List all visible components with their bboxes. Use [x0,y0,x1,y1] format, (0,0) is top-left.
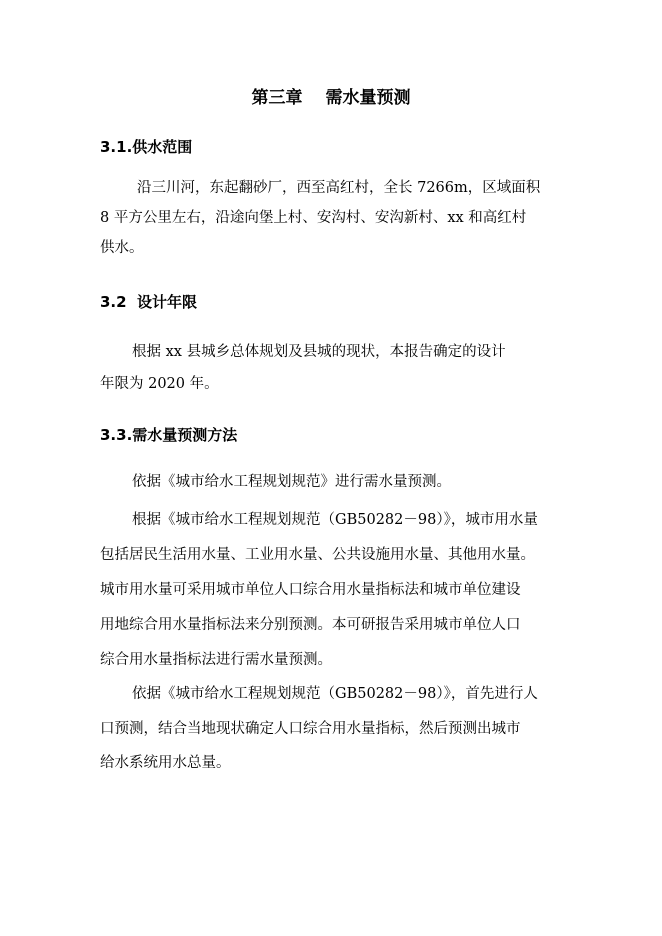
paragraph-line: 给水系统用水总量。 [100,755,231,771]
section-heading-3-2: 3.2 设计年限 [100,293,198,311]
paragraph-line: 依据《城市给水工程规划规范（GB50282－98）》，首先进行人 [132,686,538,702]
paragraph-line: 根据《城市给水工程规划规范（GB50282－98）》，城市用水量 [132,512,538,528]
paragraph-line: 口预测，结合当地现状确定人口综合用水量指标，然后预测出城市 [100,721,521,737]
paragraph-line: 沿三川河，东起翻砂厂，西至高红村，全长 7266m，区域面积 [137,180,541,196]
paragraph-line: 包括居民生活用水量、工业用水量、公共设施用水量、其他用水量。 [100,547,535,563]
section-heading-3-1: 3.1.供水范围 [100,138,193,156]
paragraph-line: 依据《城市给水工程规划规范》进行需水量预测。 [132,474,451,490]
paragraph-line: 城市用水量可采用城市单位人口综合用水量指标法和城市单位建设 [100,582,521,598]
paragraph-line: 供水。 [100,240,144,256]
section-heading-3-3: 3.3.需水量预测方法 [100,426,238,444]
chapter-title: 第三章 需水量预测 [251,88,411,108]
paragraph-line: 用地综合用水量指标法来分别预测。本可研报告采用城市单位人口 [100,617,521,633]
paragraph-line: 8 平方公里左右，沿途向堡上村、安沟村、安沟新村、xx 和高红村 [100,210,527,226]
paragraph-line: 根据 xx 县城乡总体规划及县城的现状，本报告确定的设计 [132,344,506,360]
paragraph-line: 综合用水量指标法进行需水量预测。 [100,652,332,668]
paragraph-line: 年限为 2020 年。 [100,376,219,392]
